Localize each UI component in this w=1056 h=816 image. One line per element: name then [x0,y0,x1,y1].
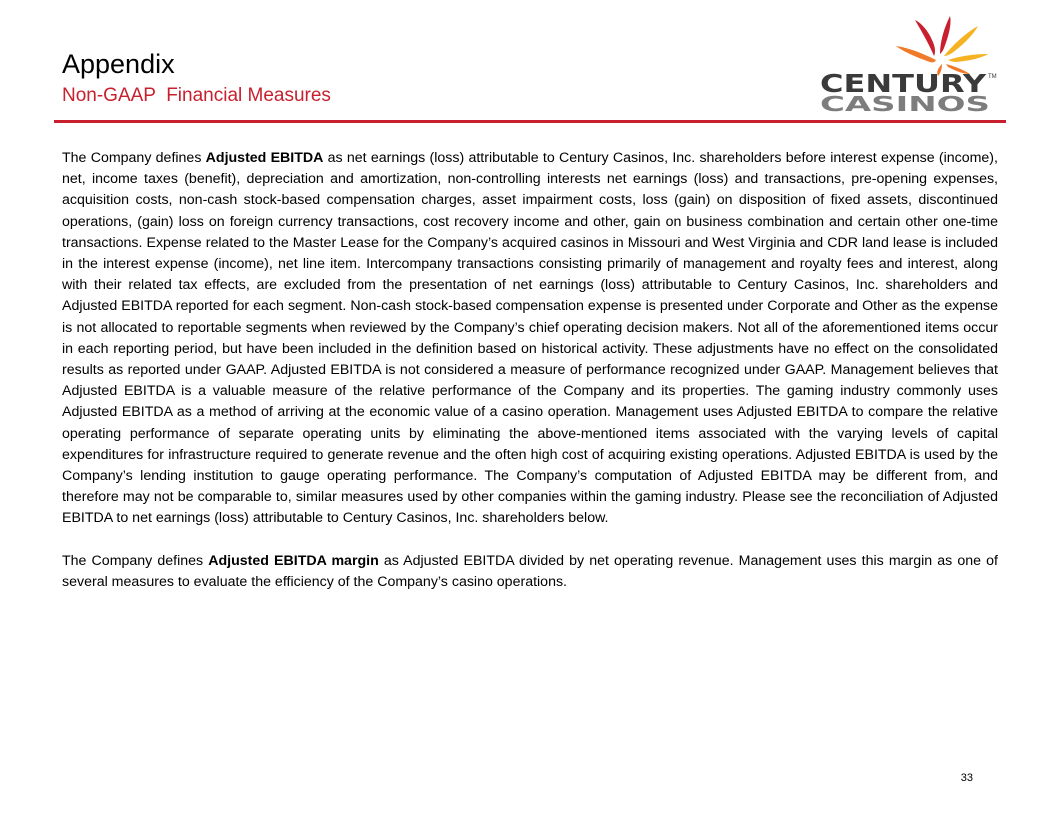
definition-adjusted-ebitda [62,148,998,530]
logo-burst-icon [896,16,988,76]
p1-intro: The Company defines [62,150,206,166]
term-adjusted-ebitda: Adjusted EBITDA [205,150,324,166]
header-divider [54,120,1006,123]
body-content [62,148,998,593]
logo-wordmark-century: CENTURY [820,69,988,98]
page-number: 33 [960,772,973,784]
logo-trademark: TM [988,74,997,80]
p2-body: as Adjusted EBITDA divided by net operating revenue. Management uses this margin as one of several measures to evaluate the efficiency of the Company’s casino operations. [62,552,998,591]
century-casinos-logo [818,8,1000,114]
definition-adjusted-ebitda-margin [62,551,998,593]
p1-body: as net earnings (loss) attributable to Century Casinos, Inc. shareholders before interest expense (income), net, income taxes (benefit), depreciation and amortization, non-controlling interests net earnings (loss) and transactions, pre-opening expenses, acquisition costs, non-cash stock-based compensation charges, asset impairment costs, loss (gain) on disposition of fixed assets, discontinued operations, (gain) loss on foreign currency transactions, cost recovery income and other, gain on business combination and certain other one-time transactions. Expense related to the Master Lease for the Company’s acquired casinos in Missouri and West Virginia and CDR land lease is included in the interest expense (income), net line item. Intercompany transactions consisting primarily of management and royalty fees and interest, along with their related tax effects, are excluded from the presentation of net earnings (loss) attributable to Century Casinos, Inc. shareholders and Adjusted EBITDA reported for each segment. Non-cash stock-based compensation expense is presented under Corporate and Other as the expense is not allocated to reportable segments when reviewed by the Company’s chief operating decision makers. Not all of the aforementioned items occur in each reporting period, but have been included in the definition based on historical activity. These adjustments have no effect on the consolidated results as reported under GAAP. Adjusted EBITDA is not considered a measure of performance recognized under GAAP. Management believes that Adjusted EBITDA is a valuable measure of the relative performance of the Company and its properties. The gaming industry commonly uses Adjusted EBITDA as a method of arriving at the economic value of a casino operation. Management uses Adjusted EBITDA to compare the relative operating performance of separate operating units by eliminating the above-mentioned items associated with the varying levels of capital expenditures for infrastructure required to generate revenue and the often high cost of acquiring existing operations. Adjusted EBITDA is used by the Company’s lending institution to gauge operating performance. The Company’s computation of Adjusted EBITDA may be different from, and therefore may not be comparable to, similar measures used by other companies within the gaming industry. Please see the reconciliation of Adjusted EBITDA to net earnings (loss) attributable to Century Casinos, Inc. shareholders below. [62,150,998,527]
logo-wordmark-casinos: CASINOS [820,92,990,114]
slide-title: Appendix [62,49,175,79]
p2-intro: The Company defines [62,552,209,569]
slide-subtitle: Non-GAAP Financial Measures [62,85,331,106]
term-adjusted-ebitda-margin: Adjusted EBITDA margin [208,552,379,569]
